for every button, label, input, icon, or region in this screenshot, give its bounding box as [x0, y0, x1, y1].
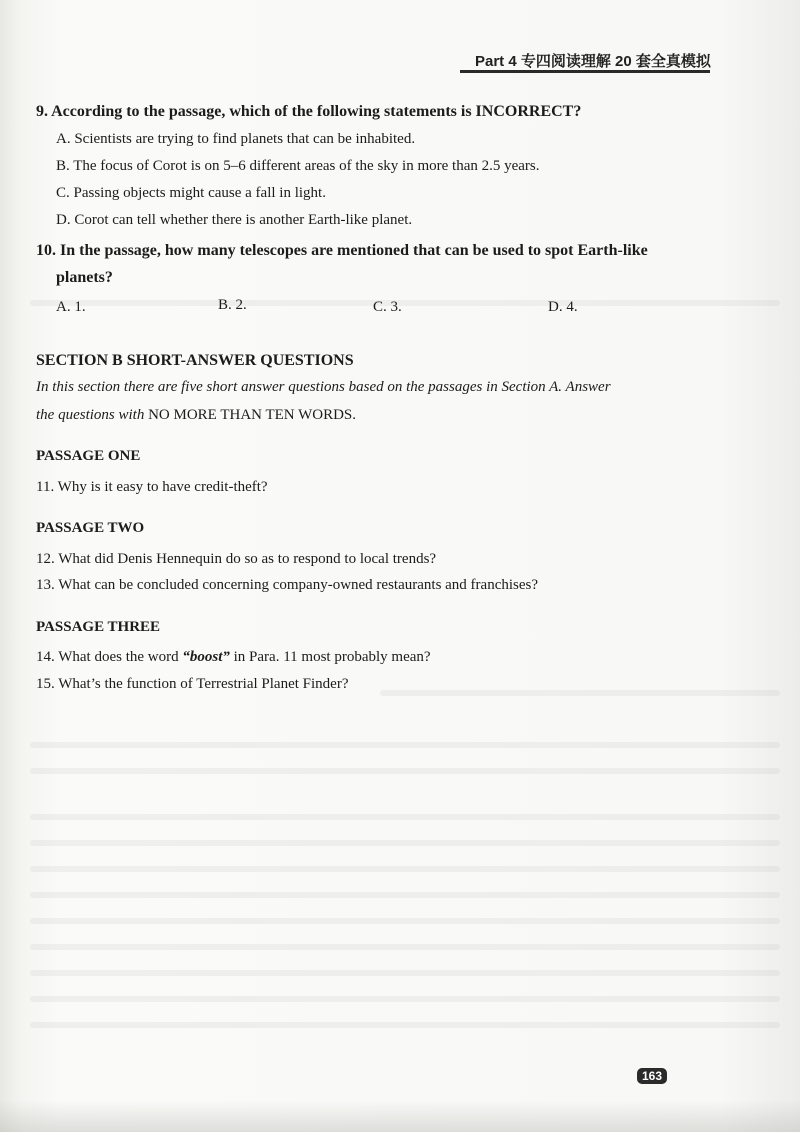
bleed-through: [30, 892, 780, 898]
bleed-through: [30, 742, 780, 748]
question-9-stem: According to the passage, which of the following statements is INCORRECT?: [51, 103, 582, 120]
question-9-option-c: C. Passing objects might cause a fall in light.: [56, 185, 326, 201]
question-10: [36, 242, 648, 260]
passage-one-title: PASSAGE ONE: [36, 448, 141, 464]
bleed-through: [30, 840, 780, 846]
bleed-through: [30, 866, 780, 872]
question-9-option-a: A. Scientists are trying to find planets that can be inhabited.: [56, 131, 416, 147]
question-14-keyword: “boost”: [182, 649, 230, 665]
bleed-through: [380, 690, 780, 696]
question-10-stem: In the passage, how many telescopes are mentioned that can be used to spot Earth-like: [60, 242, 648, 259]
question-10-option-c: C. 3.: [373, 299, 402, 315]
question-10-option-d: D. 4.: [548, 299, 578, 315]
question-10-option-b: B. 2.: [218, 297, 247, 313]
question-14: [36, 648, 431, 666]
question-9-number: 9.: [36, 103, 48, 120]
question-14-text-a: 14. What does the word: [36, 649, 183, 665]
header-rule: [460, 70, 710, 73]
bleed-through: [30, 996, 780, 1002]
passage-three-title: PASSAGE THREE: [36, 619, 161, 635]
bleed-through: [30, 918, 780, 924]
question-14-text-b: in Para. 11 most probably mean?: [229, 649, 431, 665]
bleed-through: [30, 944, 780, 950]
question-13: 13. What can be concluded concerning company-owned restaurants and franchises?: [36, 577, 539, 593]
bleed-through: [30, 1022, 780, 1028]
question-9: [36, 103, 581, 121]
question-10-number: 10.: [36, 242, 56, 259]
question-11: 11. Why is it easy to have credit-theft?: [36, 479, 268, 495]
section-b-instructions-line2: [36, 406, 356, 424]
page-bottom-shadow: [0, 1100, 800, 1132]
bleed-through: [30, 970, 780, 976]
question-9-option-d: D. Corot can tell whether there is another Earth-like planet.: [56, 212, 413, 228]
section-b-instructions-line1: In this section there are five short answer questions based on the passages in Section A. Answer: [36, 379, 611, 395]
section-b-word-limit: NO MORE THAN TEN WORDS.: [148, 407, 357, 423]
bleed-through: [30, 768, 780, 774]
bleed-through: [30, 814, 780, 820]
section-b-title: SECTION B SHORT-ANSWER QUESTIONS: [36, 352, 354, 369]
section-b-instructions-text: the questions with: [36, 407, 149, 423]
question-10-option-a: A. 1.: [56, 299, 86, 315]
running-header: Part 4 专四阅读理解 20 套全真模拟: [475, 53, 711, 70]
question-10-stem-cont: planets?: [56, 269, 113, 286]
passage-two-title: PASSAGE TWO: [36, 520, 145, 536]
question-9-option-b: B. The focus of Corot is on 5–6 different areas of the sky in more than 2.5 years.: [56, 158, 540, 174]
page-number: 163: [637, 1068, 667, 1084]
bleed-through: [30, 300, 780, 306]
question-15: 15. What’s the function of Terrestrial Planet Finder?: [36, 676, 349, 692]
question-12: 12. What did Denis Hennequin do so as to respond to local trends?: [36, 551, 437, 567]
